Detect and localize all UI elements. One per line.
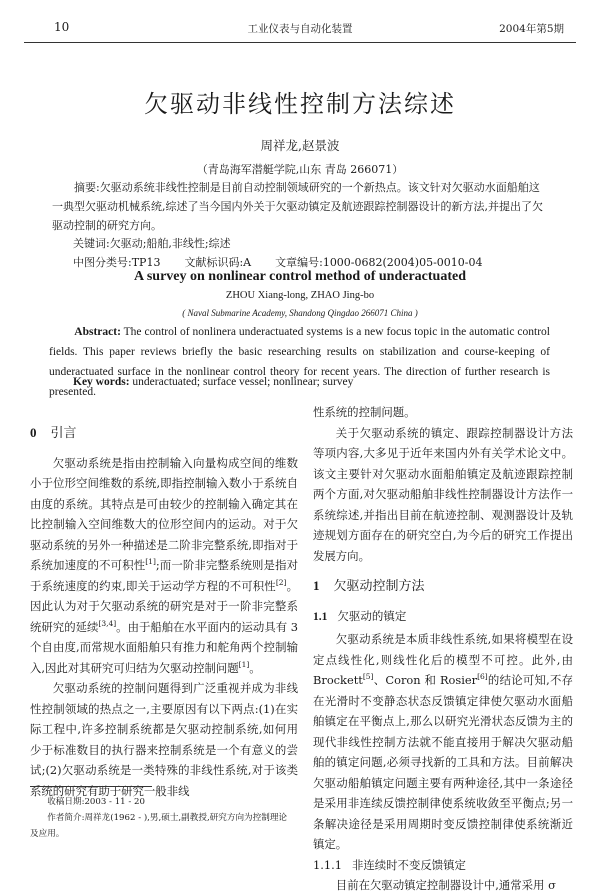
article-number: 文章编号:1000-0682(2004)05-0010-04 xyxy=(275,256,483,269)
english-keywords xyxy=(73,376,353,388)
received-date: 收稿日期:2003 - 11 - 20 xyxy=(47,797,145,807)
keywords-chinese: 关键词:欠驱动;船舶,非线性;综述 xyxy=(73,237,231,250)
running-header xyxy=(24,12,576,43)
keywords-text: underactuated; surface vessel; nonlinear; survey xyxy=(129,376,354,388)
classification-line xyxy=(73,254,507,270)
keywords-label: Key words: xyxy=(73,376,130,388)
section-heading-1: 1 欠驱动控制方法 xyxy=(313,578,425,594)
abstract-chinese: 摘要:欠驱动系统非线性控制是目前自动控制领域研究的一个新热点。该文针对欠驱动水面船舶这一典型欠驱动机械系统,综述了当今国内外关于欠驱动镇定及航迹跟踪控制器设计的新方法,并提出了欠驱动控制的研究方向。 xyxy=(52,181,543,232)
english-abstract xyxy=(49,322,550,402)
abstract-label: Abstract: xyxy=(74,326,121,338)
citation[interactable]: [1] xyxy=(145,557,156,567)
english-title: A survey on nonlinear control method of underactuated xyxy=(134,269,466,284)
affiliation: （青岛海军潜艇学院,山东 青岛 266071） xyxy=(196,163,404,176)
intro-paragraph-3: 关于欠驱动系统的镇定、跟踪控制器设计方法等项内容,大多见于近年来国内外有关学术论文中。该文主要针对欠驱动水面船舶镇定及航迹跟踪控制两个方面,对欠驱动船舶非线性控制器设计方法作一系统综述,并指出目前在航迹控制、观测器设计及轨迹规划方面存在的研究空白,为今后的研究工作提出发展方向。 xyxy=(313,425,573,563)
citation[interactable]: [6] xyxy=(477,672,488,682)
intro-paragraph-2-cont: 性系统的控制问题。 xyxy=(313,405,416,419)
left-column xyxy=(30,423,298,801)
citation[interactable]: [5] xyxy=(362,672,374,682)
section-heading-1-1-1: 1.1.1 非连续时不变反馈镇定 xyxy=(313,857,466,872)
discontinuous-paragraph: 目前在欠驱动镇定控制器设计中,通常采用 σ xyxy=(335,878,556,892)
footnote-divider xyxy=(30,786,152,787)
citation[interactable]: [1] xyxy=(238,659,250,669)
right-column xyxy=(313,402,573,896)
issue-label: 2004年第5期 xyxy=(499,23,564,35)
paper-title: 欠驱动非线性控制方法综述 xyxy=(144,90,456,118)
english-authors: ZHOU Xiang-long, ZHAO Jing-bo xyxy=(225,290,375,301)
section-heading-0: 0 引言 xyxy=(30,425,77,441)
citation[interactable]: [2] xyxy=(275,577,287,587)
footnotes xyxy=(30,794,292,842)
authors: 周祥龙,赵景波 xyxy=(260,138,340,153)
page-number: 10 xyxy=(54,20,70,34)
intro-paragraph-1: 欠驱动系统是指由控制输入向量构成空间的维数小于位形空间维数的系统,即指控制输入数小于系统自由度的系统。其特点是可由较少的控制输入确定其在比控制输入空间维数大的位形空间内的运动。对于欠驱动系统的另外一种描述是二阶非完整系统,即指对于系统加速度的不可积性[1];而一阶非完整系统则是指对于系统速度的约束,即关于运动学方程的不可积性[2]。因此认为对于欠驱动系统的研究是对于一阶非完整系统研究的延续[3,4]。由于船舶在水平面内的运动具有 3 个自由度,而常规水面船舶只有推力和舵角两个控制输入,因此对其研究可归结为欠驱动控制问题[1]。 xyxy=(30,455,298,675)
stabilization-paragraph: 欠驱动系统是本质非线性系统,如果将模型在设定点线性化,则线性化后的模型不可控。此外,由Brockett[5]、Coron 和 Rosier[6]的结论可知,不存在光滑时不变静态状态反馈镇定律使欠驱动水面船舶镇定在平衡点上,那么以研究光滑状态反馈为主的现代非线性控制方法就不能直接用于解决欠驱动船舶的镇定问题,必须寻找新的工具和方法。目前解决欠驱动船舶镇定问题主要有两种途径,其中一条途径是采用非连续反馈控制律使系统收敛至平衡点;另一条解决途径是采用周期时变反馈控制律使系统渐近镇定。 xyxy=(313,632,574,851)
author-bio: 作者简介:周祥龙(1962 - ),男,硕士,副教授,研究方向为控制理论及应用。 xyxy=(30,813,288,839)
document-code: 文献标识码:A xyxy=(184,256,252,269)
intro-paragraph-2: 欠驱动系统的控制问题得到广泛重视并成为非线性控制领域的热点之一,主要原因有以下两点:(1)在实际工程中,许多控制系统都是欠驱动控制系统,如何用少于标准数目的执行器来控制系统是一个有意义的尝试;(2)欠驱动系统是一类特殊的非线性系统,对于该类系统的研究有助于研究一般非线 xyxy=(30,681,298,798)
citation[interactable]: [3,4] xyxy=(98,618,117,628)
english-affiliation: ( Naval Submarine Academy, Shandong Qingdao 266071 China ) xyxy=(182,308,418,318)
abstract-text: The control of nonlinera underactuated systems is a new focus topic in the automatic control fields. This paper reviews briefly the basic researching results on stabilization and course-keeping of underactuated surface in the nonlinear control theory for recent years. The direction of further research is presented. xyxy=(49,326,550,398)
section-heading-1-1: 1.1 欠驱动的镇定 xyxy=(313,608,407,623)
journal-name: 工业仪表与自动化装置 xyxy=(247,23,353,35)
clc-number: 中图分类号:TP13 xyxy=(73,256,161,269)
